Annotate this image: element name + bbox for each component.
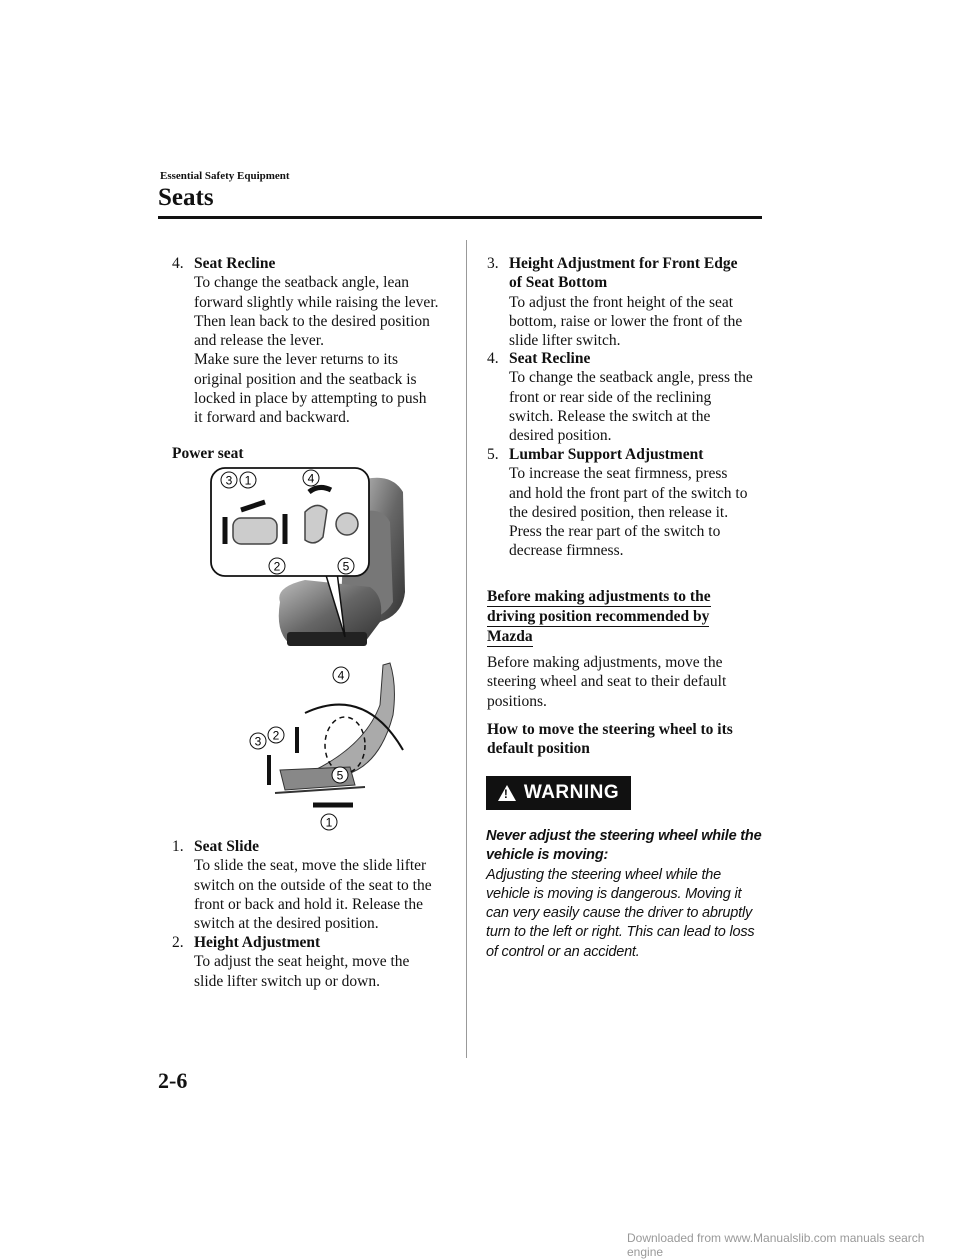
- item-number: 4.: [172, 255, 184, 272]
- slide-lifter-switch: [233, 518, 277, 544]
- section-label: Essential Safety Equipment: [160, 170, 290, 182]
- item-text: Make sure the lever returns to its: [194, 351, 399, 369]
- item-text: it forward and backward.: [194, 409, 350, 427]
- body-text: positions.: [487, 692, 547, 710]
- diagram-callout-1-label: 1: [325, 815, 333, 830]
- callout-4-label: 4: [307, 471, 315, 486]
- item-heading: Seat Slide: [194, 838, 260, 855]
- item-text: decrease firmness.: [509, 542, 624, 560]
- power-seat-label: Power seat: [172, 445, 244, 462]
- title-rule: [158, 216, 762, 219]
- warning-line: Adjusting the steering wheel while the: [486, 866, 722, 883]
- item-text: To slide the seat, move the slide lifter: [194, 857, 427, 875]
- item-heading: Seat Recline: [194, 255, 276, 272]
- warning-text: [486, 827, 766, 962]
- footer-watermark: Downloaded from www.Manualslib.com manuals search engine: [627, 1231, 925, 1259]
- item-text: front or back and hold it. Release the: [194, 895, 423, 913]
- subheading-line: How to move the steering wheel to its: [487, 721, 733, 738]
- item-heading: Height Adjustment: [194, 934, 321, 951]
- diagram-callout-3-label: 3: [254, 734, 262, 749]
- page-title: Seats: [158, 184, 214, 211]
- item-text: bottom, raise or lower the front of the: [509, 312, 743, 330]
- front-edge-height-item: [487, 254, 767, 350]
- item-text: the desired position, then release it.: [509, 503, 729, 521]
- subheading-line: default position: [487, 740, 590, 758]
- diagram-callout-4-label: 4: [337, 668, 345, 683]
- section-heading: [487, 587, 767, 647]
- item-text: and hold the front part of the switch to: [509, 484, 748, 502]
- warning-badge: [486, 776, 631, 810]
- body-text: Before making adjustments, move the: [487, 654, 723, 671]
- section-heading-line: driving position recommended by: [487, 608, 710, 625]
- callout-5-label: 5: [342, 559, 350, 574]
- item-text: slide lifter switch.: [509, 332, 621, 350]
- section-body: [487, 653, 767, 711]
- item-text: To change the seatback angle, lean: [194, 274, 409, 292]
- warning-heading: Never adjust the steering wheel while the: [486, 828, 762, 844]
- item-text: switch at the desired position.: [194, 915, 379, 933]
- item-text: To adjust the front height of the seat: [509, 293, 734, 311]
- item-text: desired position.: [509, 427, 612, 445]
- item-text: forward slightly while raising the lever.: [194, 293, 439, 311]
- seat-slide-item: [172, 837, 462, 933]
- item-heading: Seat Recline: [509, 350, 591, 367]
- item-text: To increase the seat firmness, press: [509, 465, 728, 483]
- item-text: front or rear side of the reclining: [509, 388, 712, 406]
- item-heading: Height Adjustment for Front Edge: [509, 255, 738, 272]
- column-divider: [466, 240, 467, 1058]
- callout-3-label: 3: [225, 473, 233, 488]
- section-heading-line: Before making adjustments to the: [487, 588, 711, 605]
- item-number: 1.: [172, 838, 184, 855]
- body-text: steering wheel and seat to their default: [487, 673, 727, 691]
- item-text: locked in place by attempting to push: [194, 390, 427, 408]
- item-text: original position and the seatback is: [194, 370, 417, 388]
- lumbar-support-item: [487, 445, 767, 561]
- power-seat-switch-figure: [205, 462, 410, 652]
- warning-line: turn to the left or right. This can lead to loss: [486, 924, 755, 941]
- item-text: slide lifter switch up or down.: [194, 972, 380, 990]
- subheading: [487, 720, 767, 759]
- item-heading: of Seat Bottom: [509, 274, 608, 292]
- item-text: and release the lever.: [194, 332, 324, 350]
- section-heading-line: Mazda: [487, 628, 533, 645]
- manual-seat-recline-item: [172, 254, 462, 428]
- item-number: 4.: [487, 350, 499, 367]
- item-heading: Lumbar Support Adjustment: [509, 446, 704, 463]
- diagram-callout-2-label: 2: [272, 728, 280, 743]
- item-text: switch. Release the switch at the: [509, 407, 711, 425]
- power-seat-recline-item: [487, 349, 767, 445]
- page-number: 2-6: [158, 1068, 188, 1093]
- warning-line: vehicle is moving is dangerous. Moving it: [486, 885, 742, 902]
- item-text: To change the seatback angle, press the: [509, 369, 753, 387]
- height-adjustment-item: [172, 933, 462, 991]
- item-number: 5.: [487, 446, 499, 463]
- diagram-callout-5-label: 5: [336, 768, 344, 783]
- item-text: To adjust the seat height, move the: [194, 953, 410, 971]
- diagram-seat-back: [315, 663, 394, 775]
- warning-badge-label: WARNING: [523, 782, 620, 803]
- seat-base: [287, 632, 367, 646]
- callout-2-label: 2: [273, 559, 281, 574]
- lumbar-switch: [336, 513, 358, 535]
- seat-adjustment-diagram: [245, 655, 420, 833]
- warning-icon: [498, 785, 516, 801]
- warning-line: of control or an accident.: [486, 943, 640, 960]
- warning-heading: vehicle is moving:: [486, 847, 609, 864]
- item-text: Press the rear part of the switch to: [509, 523, 721, 541]
- item-text: Then lean back to the desired position: [194, 312, 430, 330]
- item-number: 2.: [172, 934, 184, 951]
- item-text: switch on the outside of the seat to the: [194, 876, 432, 894]
- callout-1-label: 1: [244, 473, 252, 488]
- warning-line: can very easily cause the driver to abruptly: [486, 905, 753, 922]
- recline-switch: [305, 505, 327, 542]
- item-number: 3.: [487, 255, 499, 272]
